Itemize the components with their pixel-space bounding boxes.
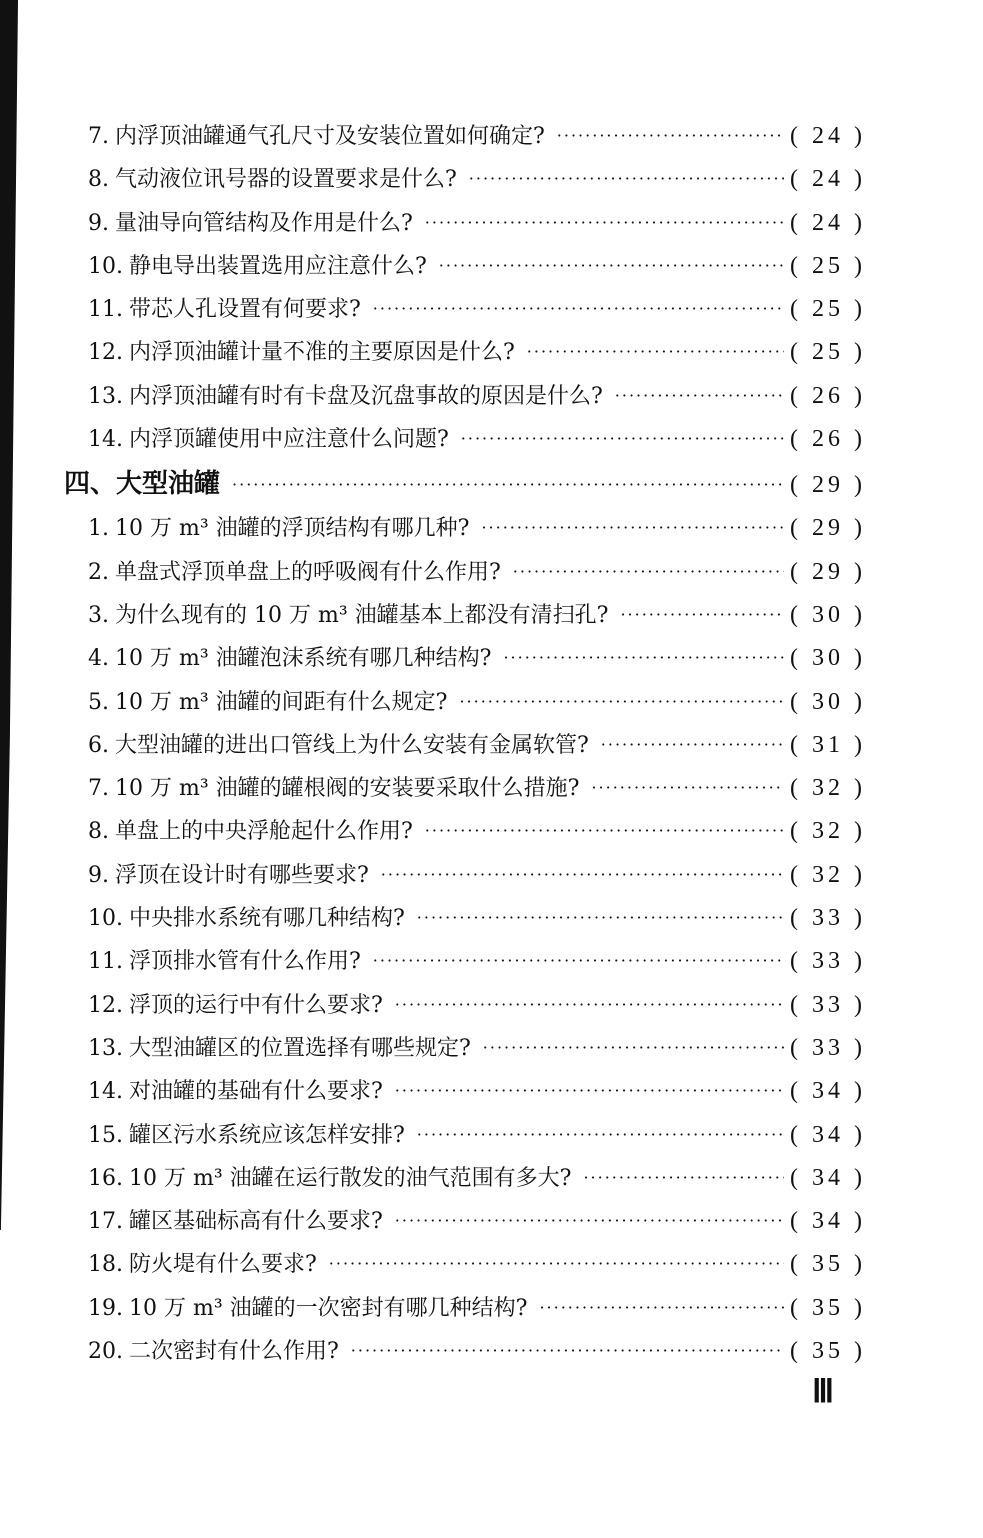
toc-entry <box>88 288 866 331</box>
entry-page: ( 31 ) <box>790 731 866 758</box>
entry-number: 15. <box>88 1122 123 1148</box>
entry-number: 14. <box>88 1079 123 1105</box>
entry-number: 6. <box>88 732 109 758</box>
entry-number: 10. <box>88 253 123 279</box>
leader-dots <box>417 896 784 939</box>
leader-dots <box>591 766 784 809</box>
entry-number: 7. <box>88 776 109 802</box>
leader-dots <box>539 1286 784 1329</box>
entry-number: 9. <box>88 862 109 888</box>
entry-number: 2. <box>88 559 109 585</box>
entry-title: 大型油罐的进出口管线上为什么安装有金属软管? <box>115 732 589 758</box>
leader-dots <box>583 1156 784 1199</box>
book-binding-shadow <box>0 0 18 1230</box>
toc-entry <box>88 1243 866 1286</box>
entry-page: ( 24 ) <box>790 166 866 193</box>
toc-entry <box>88 551 866 594</box>
entry-page: ( 32 ) <box>790 818 866 845</box>
entry-title: 浮顶在设计时有哪些要求? <box>115 862 369 888</box>
entry-number: 12. <box>88 992 123 1018</box>
entry-number: 20. <box>88 1339 123 1365</box>
entry-title: 10 万 m³ 油罐的浮顶结构有哪几种? <box>115 516 470 542</box>
toc-entry <box>88 418 866 461</box>
entry-page: ( 25 ) <box>790 252 866 279</box>
leader-dots <box>601 723 784 766</box>
toc-entry <box>88 375 866 418</box>
leader-dots <box>439 244 784 287</box>
entry-page: ( 35 ) <box>790 1294 866 1321</box>
toc-entry <box>88 1200 866 1243</box>
leader-dots <box>481 506 784 549</box>
toc-entry <box>88 767 866 810</box>
toc-entry <box>88 158 866 201</box>
entry-title: 浮顶的运行中有什么要求? <box>129 992 383 1018</box>
entry-title: 中央排水系统有哪几种结构? <box>129 906 405 932</box>
leader-dots <box>503 636 784 679</box>
entry-number: 14. <box>88 427 123 453</box>
entry-title: 二次密封有什么作用? <box>129 1339 339 1365</box>
leader-dots <box>395 1069 784 1112</box>
leader-dots <box>373 939 784 982</box>
entry-page: ( 30 ) <box>790 601 866 628</box>
entry-number: 17. <box>88 1209 123 1235</box>
toc-entry <box>88 115 866 158</box>
entry-title: 10 万 m³ 油罐泡沫系统有哪几种结构? <box>115 646 492 672</box>
leader-dots <box>469 157 784 200</box>
toc-entry <box>88 1027 866 1070</box>
entry-page: ( 34 ) <box>790 1208 866 1235</box>
toc-entry <box>88 594 866 637</box>
toc-entry <box>88 245 866 288</box>
toc-entry <box>88 854 866 897</box>
entry-number: 13. <box>88 1035 123 1061</box>
entry-page: ( 33 ) <box>790 948 866 975</box>
leader-dots <box>615 374 784 417</box>
leader-dots <box>425 809 784 852</box>
entry-title: 罐区基础标高有什么要求? <box>129 1209 383 1235</box>
leader-dots <box>381 853 784 896</box>
toc-section-heading <box>64 461 866 507</box>
entry-title: 静电导出装置选用应注意什么? <box>129 253 427 279</box>
toc-entry <box>88 1287 866 1330</box>
entry-page: ( 35 ) <box>790 1338 866 1365</box>
toc-entry <box>88 724 866 767</box>
leader-dots <box>232 462 784 508</box>
entry-number: 9. <box>88 210 109 236</box>
leader-dots <box>557 114 784 157</box>
leader-dots <box>527 330 784 373</box>
toc-entry <box>88 637 866 680</box>
entry-title: 10 万 m³ 油罐的一次密封有哪几种结构? <box>129 1295 528 1321</box>
entry-page: ( 34 ) <box>790 1164 866 1191</box>
toc-entry <box>88 681 866 724</box>
entry-title: 罐区污水系统应该怎样安排? <box>129 1122 405 1148</box>
leader-dots <box>351 1329 784 1372</box>
section-title: 四、大型油罐 <box>64 469 221 500</box>
entry-number: 8. <box>88 819 109 845</box>
entry-number: 5. <box>88 689 109 715</box>
leader-dots <box>483 1026 784 1069</box>
toc-entry <box>88 507 866 550</box>
entry-page: ( 33 ) <box>790 1034 866 1061</box>
entry-page: ( 25 ) <box>790 296 866 323</box>
entry-title: 量油导向管结构及作用是什么? <box>115 210 413 236</box>
entry-page: ( 24 ) <box>790 209 866 236</box>
leader-dots <box>329 1242 784 1285</box>
entry-page: ( 30 ) <box>790 645 866 672</box>
entry-page: ( 25 ) <box>790 339 866 366</box>
leader-dots <box>417 1113 784 1156</box>
table-of-contents <box>64 115 866 1373</box>
entry-title: 10 万 m³ 油罐的罐根阀的安装要采取什么措施? <box>115 776 580 802</box>
entry-page: ( 35 ) <box>790 1251 866 1278</box>
entry-page: ( 32 ) <box>790 861 866 888</box>
leader-dots <box>425 201 784 244</box>
page-number: Ⅲ <box>812 1373 835 1409</box>
toc-entry <box>88 1157 866 1200</box>
entry-page: ( 34 ) <box>790 1121 866 1148</box>
leader-dots <box>620 593 784 636</box>
leader-dots <box>459 680 784 723</box>
entry-title: 内浮顶油罐有时有卡盘及沉盘事故的原因是什么? <box>129 383 603 409</box>
leader-dots <box>395 983 784 1026</box>
entry-title: 10 万 m³ 油罐在运行散发的油气范围有多大? <box>129 1165 572 1191</box>
toc-entry <box>88 940 866 983</box>
entry-page: ( 33 ) <box>790 991 866 1018</box>
toc-entry <box>88 897 866 940</box>
entry-page: ( 26 ) <box>790 426 866 453</box>
entry-title: 内浮顶油罐计量不准的主要原因是什么? <box>129 340 515 366</box>
entry-title: 带芯人孔设置有何要求? <box>129 297 361 323</box>
toc-entry <box>88 810 866 853</box>
entry-title: 内浮顶油罐通气孔尺寸及安装位置如何确定? <box>115 124 545 149</box>
toc-entry <box>88 984 866 1027</box>
toc-entry <box>88 331 866 374</box>
entry-number: 16. <box>88 1165 123 1191</box>
entry-page: ( 24 ) <box>790 123 866 149</box>
entry-title: 为什么现有的 10 万 m³ 油罐基本上都没有清扫孔? <box>115 602 609 628</box>
entry-title: 气动液位讯号器的设置要求是什么? <box>115 167 457 193</box>
entry-page: ( 29 ) <box>790 558 866 585</box>
entry-page: ( 26 ) <box>790 382 866 409</box>
entry-page: ( 29 ) <box>790 515 866 542</box>
entry-number: 3. <box>88 602 109 628</box>
entry-number: 13. <box>88 383 123 409</box>
entry-title: 防火堤有什么要求? <box>129 1252 317 1278</box>
entry-number: 8. <box>88 167 109 193</box>
section-page: ( 29 ) <box>790 472 866 499</box>
entry-title: 大型油罐区的位置选择有哪些规定? <box>129 1035 471 1061</box>
leader-dots <box>513 550 784 593</box>
entry-title: 单盘式浮顶单盘上的呼吸阀有什么作用? <box>115 559 501 585</box>
entry-page: ( 32 ) <box>790 775 866 802</box>
entry-number: 4. <box>88 646 109 672</box>
entry-page: ( 30 ) <box>790 688 866 715</box>
entry-number: 19. <box>88 1295 123 1321</box>
entry-number: 10. <box>88 906 123 932</box>
entry-title: 单盘上的中央浮舱起什么作用? <box>115 819 413 845</box>
entry-title: 内浮顶罐使用中应注意什么问题? <box>129 427 449 453</box>
toc-entry <box>88 1070 866 1113</box>
entry-number: 12. <box>88 340 123 366</box>
entry-page: ( 34 ) <box>790 1078 866 1105</box>
entry-number: 7. <box>88 124 109 149</box>
toc-entry <box>88 202 866 245</box>
entry-title: 对油罐的基础有什么要求? <box>129 1079 383 1105</box>
entry-number: 18. <box>88 1252 123 1278</box>
entry-number: 1. <box>88 516 109 542</box>
entry-number: 11. <box>88 949 123 975</box>
toc-entry <box>88 1330 866 1373</box>
toc-entry <box>88 1114 866 1157</box>
entry-title: 浮顶排水管有什么作用? <box>129 949 361 975</box>
leader-dots <box>395 1199 784 1242</box>
leader-dots <box>373 287 784 330</box>
leader-dots <box>461 417 784 460</box>
entry-number: 11. <box>88 297 123 323</box>
entry-page: ( 33 ) <box>790 905 866 932</box>
entry-title: 10 万 m³ 油罐的间距有什么规定? <box>115 689 448 715</box>
